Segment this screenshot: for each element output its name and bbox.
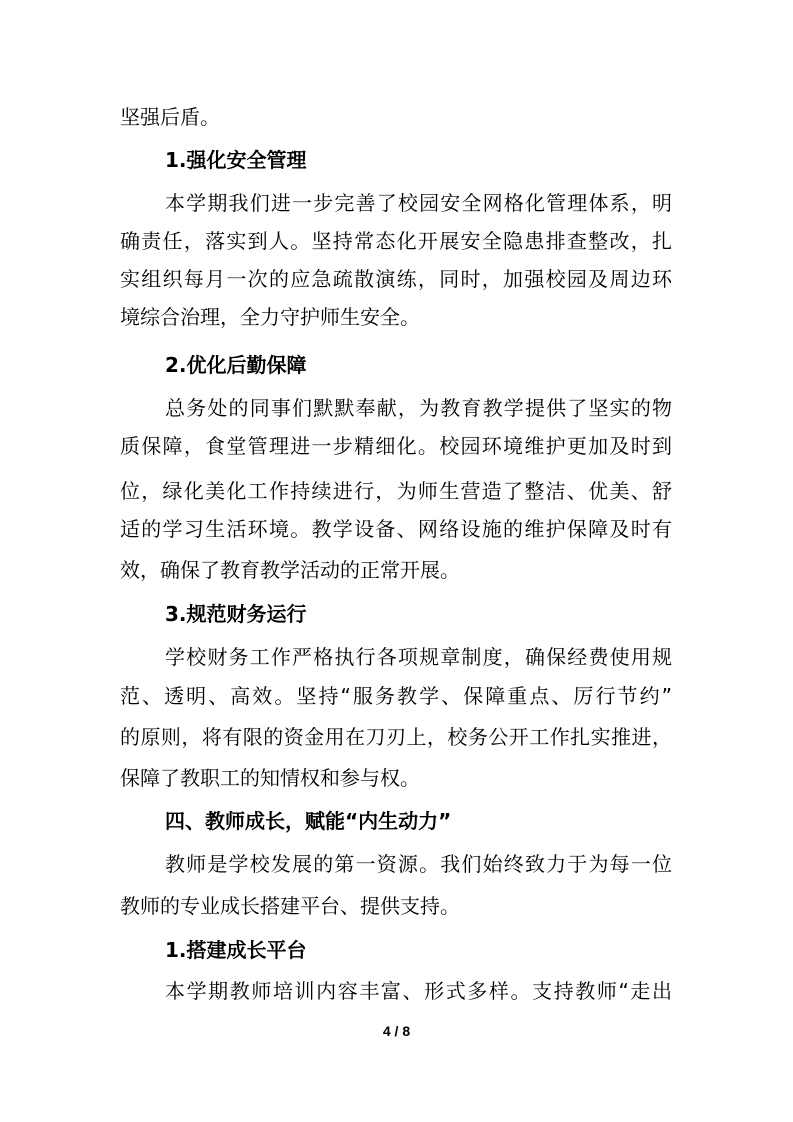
paragraph-line: 范、透明、高效。坚持“服务教学、保障重点、厉行节约” <box>120 684 672 708</box>
chapter-heading-teacher-growth: 四、教师成长，赋能“内生动力” <box>165 809 452 833</box>
paragraph-line: 总务处的同事们默默奉献，为教育教学提供了坚实的物 <box>165 396 672 420</box>
paragraph-line: 学校财务工作严格执行各项规章制度，确保经费使用规 <box>165 645 672 669</box>
paragraph-line: 确责任，落实到人。坚持常态化开展安全隐患排查整改，扎 <box>120 229 672 253</box>
section-heading-growth-platform: 1.搭建成长平台 <box>165 938 307 962</box>
section-heading-logistics: 2.优化后勤保障 <box>165 353 307 377</box>
paragraph-line: 实组织每月一次的应急疏散演练，同时，加强校园及周边环 <box>120 267 672 291</box>
page-number: 4 / 8 <box>382 1023 411 1039</box>
paragraph-continuation: 坚强后盾。 <box>120 105 220 129</box>
paragraph-line: 适的学习生活环境。教学设备、网络设施的维护保障及时有 <box>120 517 672 541</box>
paragraph-line: 本学期我们进一步完善了校园安全网格化管理体系，明 <box>165 191 672 215</box>
section-heading-safety: 1.强化安全管理 <box>165 148 307 172</box>
section-heading-finance: 3.规范财务运行 <box>165 602 307 626</box>
paragraph-line: 教师的专业成长搭建平台、提供支持。 <box>120 894 460 918</box>
paragraph-line: 位，绿化美化工作持续进行，为师生营造了整洁、优美、舒 <box>120 479 672 503</box>
paragraph-line: 质保障，食堂管理进一步精细化。校园环境维护更加及时到 <box>120 434 672 458</box>
paragraph-line: 保障了教职工的知情权和参与权。 <box>120 766 420 790</box>
paragraph-line: 本学期教师培训内容丰富、形式多样。支持教师“走出 <box>165 979 672 1003</box>
paragraph-line: 境综合治理，全力守护师生安全。 <box>120 305 420 329</box>
paragraph-line: 的原则，将有限的资金用在刀刃上，校务公开工作扎实推进， <box>120 725 672 749</box>
paragraph-line: 效，确保了教育教学活动的正常开展。 <box>120 558 460 582</box>
paragraph-line: 教师是学校发展的第一资源。我们始终致力于为每一位 <box>165 852 672 876</box>
